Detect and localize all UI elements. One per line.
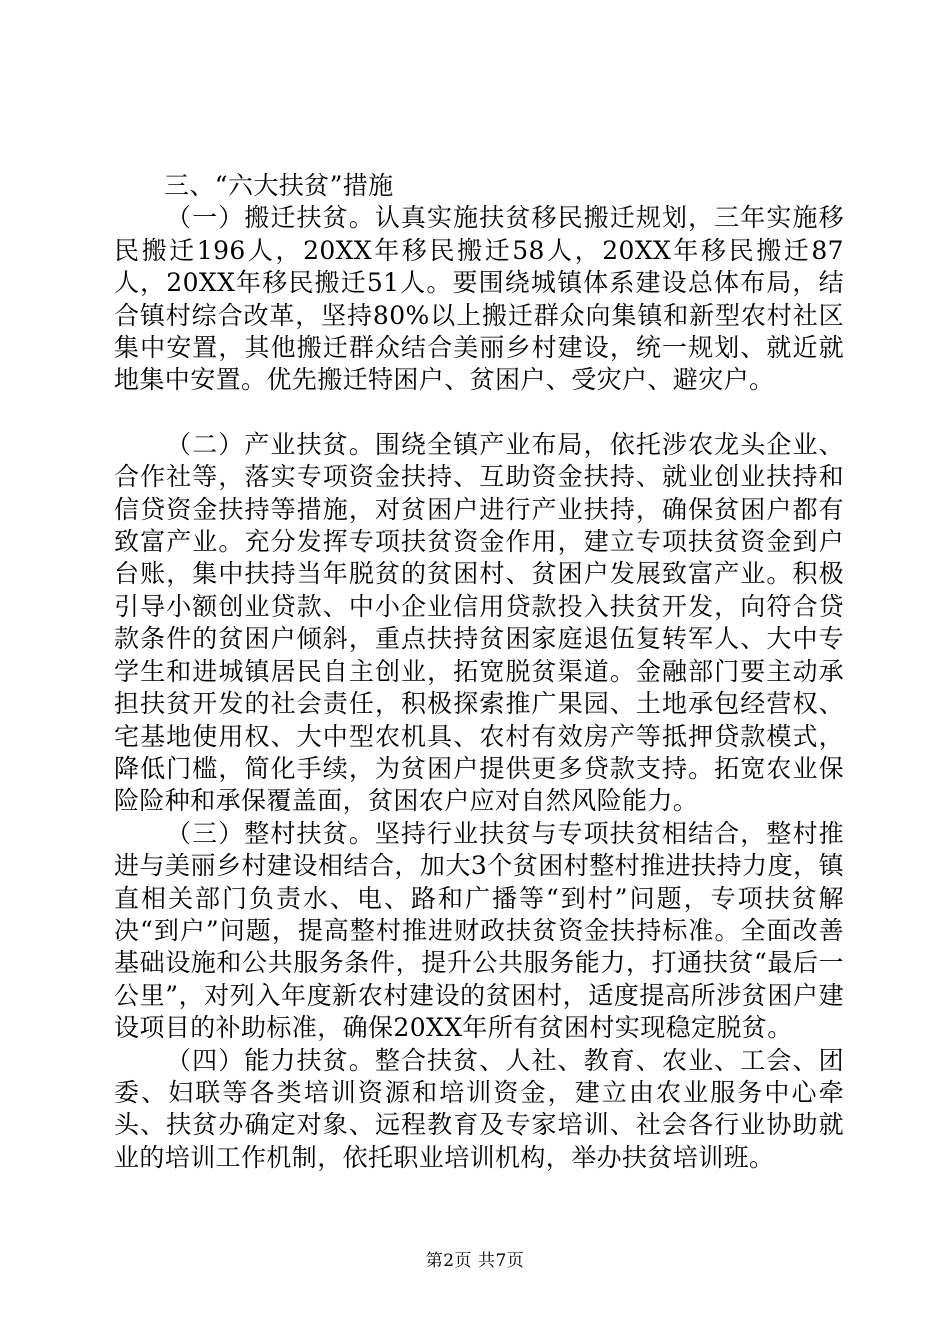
paragraph-capacity: （四）能力扶贫。整合扶贫、人社、教育、农业、工会、团委、妇联等各类培训资源和培训资金，建立由农业服务中心牵头、扶贫办确定对象、远程教育及专家培训、社会各行业协助就业的培训工作机制，依托职业培训机构，举办扶贫培训班。	[114, 1045, 844, 1172]
document-body	[114, 170, 844, 1174]
paragraph-whole-village: （三）整村扶贫。坚持行业扶贫与专项扶贫相结合，整村推进与美丽乡村建设相结合，加大3个贫困村整村推进扶持力度，镇直相关部门负责水、电、路和广播等“到村”问题，专项扶贫解决“到户”问题，提高整村推进财政扶贫资金扶持标准。全面改善基础设施和公共服务条件，提升公共服务能力，打通扶贫“最后一公里”，对列入年度新农村建设的贫困村，适度提高所涉贫困户建设项目的补助标准，确保20XX年所有贫困村实现稳定脱贫。	[114, 818, 844, 1043]
paragraph-relocation: （一）搬迁扶贫。认真实施扶贫移民搬迁规划，三年实施移民搬迁196人，20XX年移民搬迁58人，20XX年移民搬迁87人，20XX年移民搬迁51人。要围绕城镇体系建设总体布局，结合镇村综合改革，坚持80%以上搬迁群众向集镇和新型农村社区集中安置，其他搬迁群众结合美丽乡村建设，统一规划、就近就地集中安置。优先搬迁特困户、贫困户、受灾户、避灾户。	[114, 203, 844, 395]
section-heading: 三、“六大扶贫”措施	[164, 171, 394, 200]
paragraph-industry: （二）产业扶贫。围绕全镇产业布局，依托涉农龙头企业、合作社等，落实专项资金扶持、互助资金扶持、就业创业扶持和信贷资金扶持等措施，对贫困户进行产业扶持，确保贫困户都有致富产业。充分发挥专项扶贫资金作用，建立专项扶贫资金到户台账，集中扶持当年脱贫的贫困村、贫困户发展致富产业。积极引导小额创业贷款、中小企业信用贷款投入扶贫开发，向符合贷款条件的贫困户倾斜，重点扶持贫困家庭退伍复转军人、大中专学生和进城镇居民自主创业，拓宽脱贫渠道。金融部门要主动承担扶贫开发的社会责任，积极探索推广果园、土地承包经营权、宅基地使用权、大中型农机具、农村有效房产等抵押贷款模式，降低门槛，简化手续，为贫困户提供更多贷款支持。拓宽农业保险险种和承保覆盖面，贫困农户应对自然风险能力。	[114, 429, 844, 816]
page-number-footer: 第2页 共7页	[425, 1251, 525, 1271]
